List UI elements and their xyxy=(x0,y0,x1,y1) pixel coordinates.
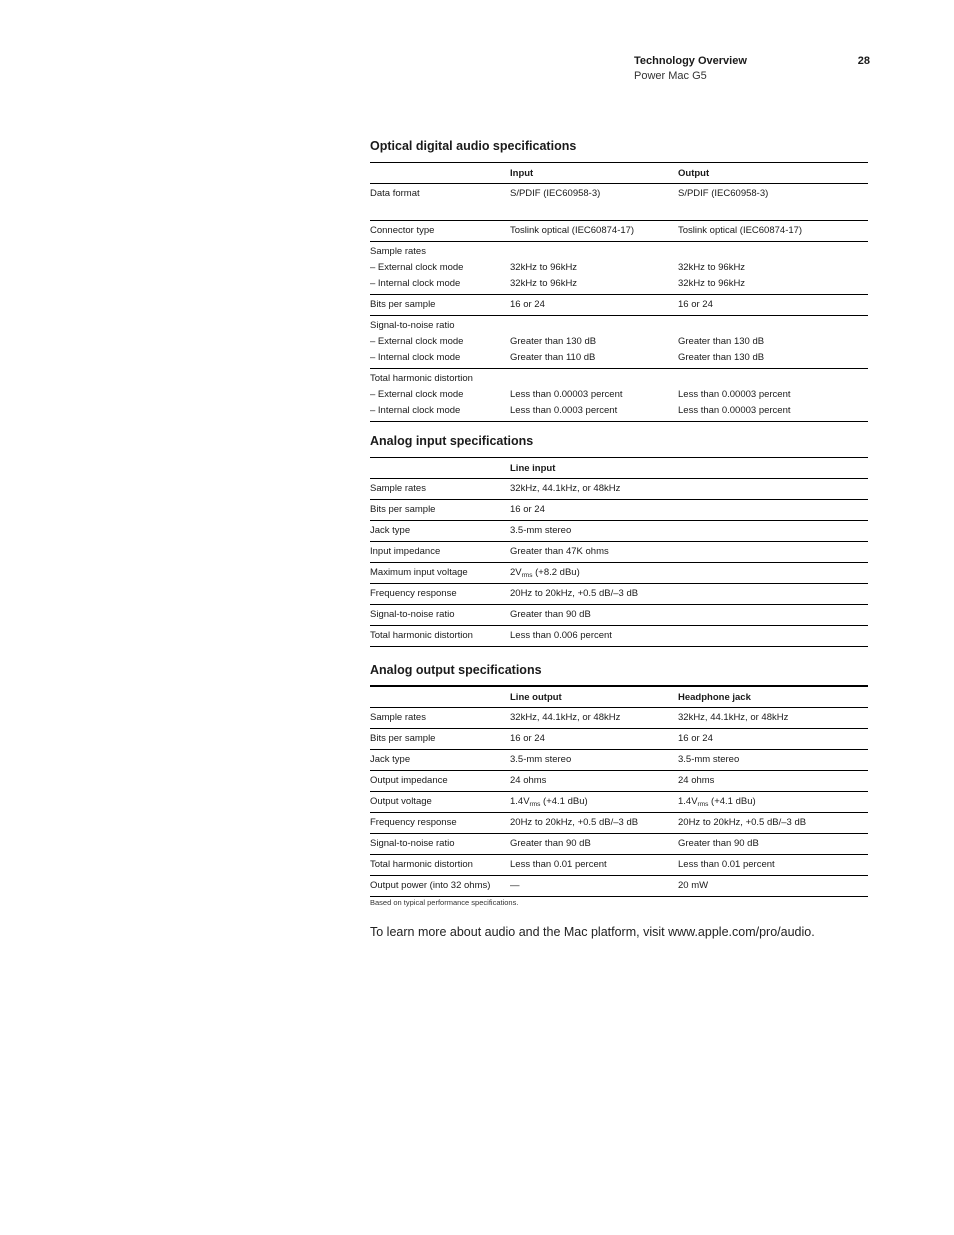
table-row xyxy=(370,771,868,792)
table-header-row xyxy=(370,686,868,708)
cell-value: Greater than 90 dB xyxy=(510,609,591,620)
cell-value: 32kHz to 96kHz xyxy=(678,278,746,289)
cell-value: 32kHz to 96kHz xyxy=(510,278,578,289)
header-cell: Line input xyxy=(510,458,868,479)
row-label: Signal-to-noise ratio xyxy=(370,609,455,620)
cell-value: Greater than 90 dB xyxy=(678,838,759,849)
row-label: Output voltage xyxy=(370,796,432,807)
row-label: Sample rates xyxy=(370,246,426,257)
cell-value: Greater than 47K ohms xyxy=(510,546,609,557)
cell-value: — xyxy=(510,880,520,891)
cell-value xyxy=(510,563,868,583)
cell-value: Toslink optical (IEC60874-17) xyxy=(678,225,803,236)
cell-value: 32kHz to 96kHz xyxy=(678,262,746,273)
cell-value: S/PDIF (IEC60958-3) xyxy=(510,188,601,199)
table-row xyxy=(370,855,868,876)
table-row xyxy=(370,792,868,813)
cell-value: 32kHz, 44.1kHz, or 48kHz xyxy=(510,483,621,494)
voltage-dbu: (+8.2 dBu) xyxy=(532,567,580,578)
table-row xyxy=(370,316,868,369)
cell-value: 16 or 24 xyxy=(510,733,545,744)
row-label: Connector type xyxy=(370,225,435,236)
table-row xyxy=(370,605,868,626)
cell-value xyxy=(678,371,868,387)
cell-value: S/PDIF (IEC60958-3) xyxy=(678,188,769,199)
cell-value: 20Hz to 20kHz, +0.5 dB/–3 dB xyxy=(510,817,639,828)
cell-value xyxy=(510,318,678,334)
document-title: Technology Overview xyxy=(634,55,747,67)
cell-value xyxy=(678,318,868,334)
table-header-row xyxy=(370,163,868,184)
analog-input-section-title: Analog input specifications xyxy=(370,434,534,448)
cell-value xyxy=(510,792,678,812)
table-row xyxy=(370,500,868,521)
header-cell: Headphone jack xyxy=(678,686,868,708)
table-row xyxy=(370,221,868,242)
header-cell: Output xyxy=(678,163,868,184)
cell-value: 20Hz to 20kHz, +0.5 dB/–3 dB xyxy=(678,817,807,828)
footnote: Based on typical performance specifications. xyxy=(370,898,519,907)
row-label: Input impedance xyxy=(370,546,441,557)
voltage-value: 2V xyxy=(510,567,522,578)
row-label: Jack type xyxy=(370,525,411,536)
optical-section-title: Optical digital audio specifications xyxy=(370,139,577,153)
cell-value: 16 or 24 xyxy=(678,299,713,310)
rms-subscript: rms xyxy=(521,572,533,579)
row-label: Frequency response xyxy=(370,588,457,599)
cell-value: Less than 0.00003 percent xyxy=(678,405,791,416)
row-label xyxy=(370,202,510,218)
learn-more-text: To learn more about audio and the Mac platform, visit www.apple.com/pro/audio. xyxy=(370,925,815,939)
header-cell: Line output xyxy=(510,686,678,708)
table-row xyxy=(370,729,868,750)
rms-subscript: rms xyxy=(697,801,709,808)
voltage-value: 1.4V xyxy=(678,796,698,807)
cell-value xyxy=(510,202,678,218)
cell-value: 16 or 24 xyxy=(510,299,545,310)
table-row xyxy=(370,813,868,834)
cell-value: Greater than 90 dB xyxy=(510,838,591,849)
table-row xyxy=(370,626,868,647)
row-label: Data format xyxy=(370,188,420,199)
cell-value: Greater than 130 dB xyxy=(510,336,597,347)
row-label: – External clock mode xyxy=(370,389,464,400)
cell-value: 3.5-mm stereo xyxy=(510,525,572,536)
page-number: 28 xyxy=(857,55,870,67)
cell-value xyxy=(510,371,678,387)
analog-output-spec-table xyxy=(370,685,868,897)
cell-value xyxy=(678,244,868,260)
table-row xyxy=(370,242,868,295)
voltage-value: 1.4V xyxy=(510,796,530,807)
analog-output-section-title: Analog output specifications xyxy=(370,663,542,677)
cell-value: 3.5-mm stereo xyxy=(510,754,572,765)
header-cell xyxy=(370,458,510,479)
header-cell xyxy=(370,686,510,708)
row-label: Maximum input voltage xyxy=(370,567,468,578)
table-row xyxy=(370,750,868,771)
row-label: – External clock mode xyxy=(370,336,464,347)
document-subtitle: Power Mac G5 xyxy=(634,70,707,82)
cell-value: 20Hz to 20kHz, +0.5 dB/–3 dB xyxy=(510,588,639,599)
cell-value: 16 or 24 xyxy=(678,733,713,744)
optical-spec-table xyxy=(370,162,868,422)
row-label: Output impedance xyxy=(370,775,448,786)
row-label: Sample rates xyxy=(370,712,426,723)
table-header-row xyxy=(370,458,868,479)
header-cell: Input xyxy=(510,163,678,184)
cell-value: 20 mW xyxy=(678,880,709,891)
cell-value: 24 ohms xyxy=(510,775,547,786)
row-label: Total harmonic distortion xyxy=(370,859,473,870)
row-label: Sample rates xyxy=(370,483,426,494)
table-row xyxy=(370,184,868,221)
row-label: Bits per sample xyxy=(370,733,436,744)
row-label: Total harmonic distortion xyxy=(370,373,473,384)
cell-value: 32kHz to 96kHz xyxy=(510,262,578,273)
table-row xyxy=(370,708,868,729)
table-row xyxy=(370,521,868,542)
row-label: Jack type xyxy=(370,754,411,765)
cell-value: Greater than 130 dB xyxy=(678,336,765,347)
cell-value: 3.5-mm stereo xyxy=(678,754,740,765)
table-row xyxy=(370,876,868,897)
cell-value xyxy=(510,244,678,260)
table-row xyxy=(370,542,868,563)
row-label: Frequency response xyxy=(370,817,457,828)
row-label: Signal-to-noise ratio xyxy=(370,838,455,849)
voltage-dbu: (+4.1 dBu) xyxy=(708,796,756,807)
rms-subscript: rms xyxy=(529,801,541,808)
table-row xyxy=(370,479,868,500)
cell-value: Less than 0.006 percent xyxy=(510,630,612,641)
table-row xyxy=(370,834,868,855)
row-label: Bits per sample xyxy=(370,504,436,515)
table-row xyxy=(370,563,868,584)
row-label: Output power (into 32 ohms) xyxy=(370,880,491,891)
cell-value: Greater than 130 dB xyxy=(678,352,765,363)
row-label: Signal-to-noise ratio xyxy=(370,320,455,331)
row-label: – External clock mode xyxy=(370,262,464,273)
cell-value: 24 ohms xyxy=(678,775,715,786)
cell-value: 16 or 24 xyxy=(510,504,545,515)
page-header xyxy=(634,54,870,84)
table-row xyxy=(370,369,868,422)
cell-value: Less than 0.01 percent xyxy=(678,859,775,870)
cell-value: Less than 0.00003 percent xyxy=(510,389,623,400)
cell-value: Less than 0.01 percent xyxy=(510,859,607,870)
row-label: Total harmonic distortion xyxy=(370,630,473,641)
row-label: – Internal clock mode xyxy=(370,352,461,363)
table-row xyxy=(370,295,868,316)
voltage-dbu: (+4.1 dBu) xyxy=(540,796,588,807)
cell-value: 32kHz, 44.1kHz, or 48kHz xyxy=(678,712,789,723)
cell-value: 32kHz, 44.1kHz, or 48kHz xyxy=(510,712,621,723)
cell-value: Less than 0.00003 percent xyxy=(678,389,791,400)
analog-input-spec-table xyxy=(370,457,868,647)
row-label: Bits per sample xyxy=(370,299,436,310)
cell-value: Greater than 110 dB xyxy=(510,352,596,363)
cell-value: Toslink optical (IEC60874-17) xyxy=(510,225,635,236)
row-label: – Internal clock mode xyxy=(370,405,461,416)
header-cell xyxy=(370,163,510,184)
row-label: – Internal clock mode xyxy=(370,278,461,289)
table-row xyxy=(370,584,868,605)
cell-value xyxy=(678,792,868,812)
cell-value: Less than 0.0003 percent xyxy=(510,405,618,416)
cell-value xyxy=(678,202,868,218)
